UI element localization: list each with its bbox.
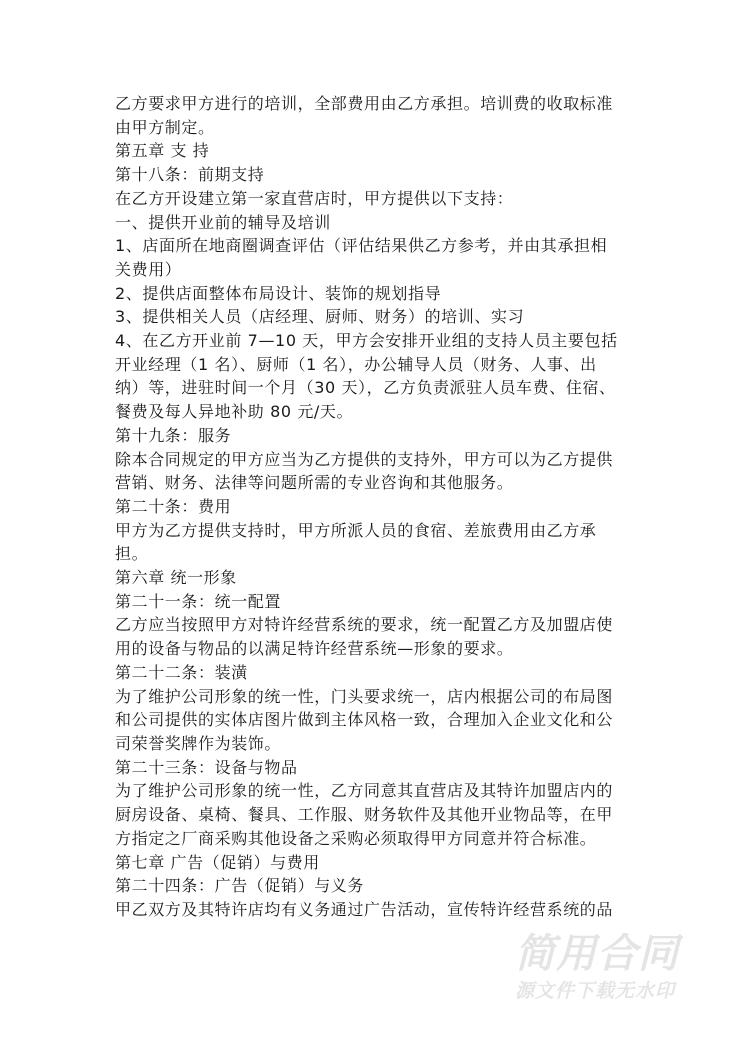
text-line: 2、提供店面整体布局设计、装饰的规划指导 xyxy=(115,283,442,303)
text-line: 甲乙双方及其特许店均有义务通过广告活动，宣传特许经营系统的品 xyxy=(115,899,614,919)
text-line: 除本合同规定的甲方应当为乙方提供的支持外，甲方可以为乙方提供 xyxy=(115,449,614,469)
text-line: 乙方应当按照甲方对特许经营系统的要求，统一配置乙方及加盟店使 xyxy=(115,615,614,635)
watermark-caption: 源文件下载无水印 xyxy=(515,980,676,1002)
text-line: 第十九条：服务 xyxy=(115,425,232,445)
text-line: 1、店面所在地商圈调查评估（评估结果供乙方参考，并由其承担相 xyxy=(115,236,608,256)
text-line: 开业经理（1 名）、厨师（1 名），办公辅导人员（财务、人事、出 xyxy=(115,354,597,374)
text-line: 第十八条：前期支持 xyxy=(115,165,265,185)
text-line: 营销、财务、法律等问题所需的专业咨询和其他服务。 xyxy=(115,473,514,493)
text-line: 乙方要求甲方进行的培训，全部费用由乙方承担。培训费的收取标准 xyxy=(115,94,614,113)
text-line: 纳）等，进驻时间一个月（30 天），乙方负责派驻人员车费、住宿、 xyxy=(115,378,616,398)
text-line: 4、在乙方开业前 7—10 天，甲方会安排开业组的支持人员主要包括 xyxy=(115,331,618,351)
text-line: 第二十三条：设备与物品 xyxy=(115,757,298,777)
document-body xyxy=(115,92,625,922)
text-line: 第七章 广告（促销）与费用 xyxy=(115,852,320,872)
text-line: 厨房设备、桌椅、餐具、工作服、财务软件及其他开业物品等，在甲 xyxy=(115,805,614,825)
text-line: 第五章 支 持 xyxy=(115,141,210,161)
text-line: 为了维护公司形象的统一性，乙方同意其直营店及其特许加盟店内的 xyxy=(115,781,614,801)
text-line: 用的设备与物品的以满足特许经营系统—形象的要求。 xyxy=(115,639,514,659)
text-line: 3、提供相关人员（店经理、厨师、财务）的培训、实习 xyxy=(115,307,525,327)
text-line: 第六章 统一形象 xyxy=(115,568,237,588)
text-line: 方指定之厂商采购其他设备之采购必须取得甲方同意并符合标准。 xyxy=(115,828,597,848)
text-line: 餐费及每人异地补助 80 元/天。 xyxy=(115,402,354,422)
text-line: 第二十条：费用 xyxy=(115,496,232,516)
text-line: 第二十二条：装潢 xyxy=(115,662,248,682)
text-line: 第二十四条：广告（促销）与义务 xyxy=(115,876,365,896)
text-line: 在乙方开设建立第一家直营店时，甲方提供以下支持： xyxy=(115,188,514,208)
text-line: 甲方为乙方提供支持时，甲方所派人员的食宿、差旅费用由乙方承担。 xyxy=(115,520,597,564)
text-line: 司荣誉奖牌作为装饰。 xyxy=(115,733,282,753)
text-line: 为了维护公司形象的统一性，门头要求统一，店内根据公司的布局图 xyxy=(115,686,614,706)
text-line: 一、提供开业前的辅导及培训 xyxy=(115,212,331,232)
text-line: 和公司提供的实体店图片做到主体风格一致，合理加入企业文化和公 xyxy=(115,710,614,730)
text-line: 关费用） xyxy=(115,259,182,279)
watermark-logo: 简用合同 xyxy=(515,931,679,977)
text-line: 由甲方制定。 xyxy=(115,117,215,137)
text-line: 第二十一条：统一配置 xyxy=(115,591,282,611)
